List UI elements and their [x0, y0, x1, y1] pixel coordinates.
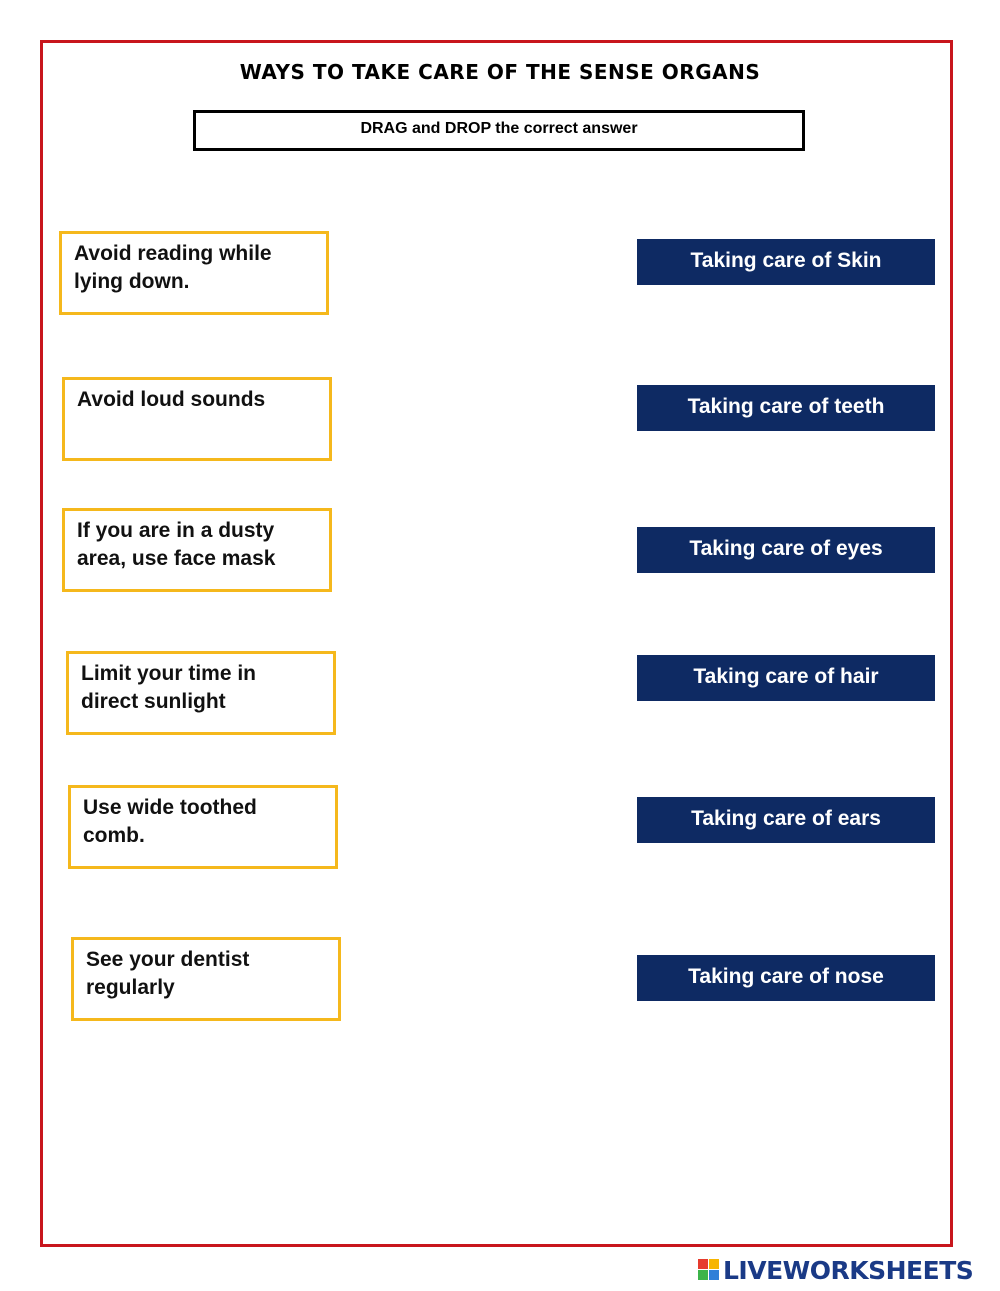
- drop-target-eyes[interactable]: Taking care of eyes: [637, 527, 935, 573]
- drag-card-text: See your dentist regularly: [86, 948, 250, 999]
- instruction-box: DRAG and DROP the correct answer: [193, 110, 805, 151]
- drag-card[interactable]: [71, 937, 341, 1021]
- brand-text: LIVEWORKSHEETS: [723, 1255, 974, 1285]
- drag-card-text: Use wide toothed comb.: [83, 796, 257, 847]
- drag-card[interactable]: [62, 377, 332, 461]
- page-title: WAYS TO TAKE CARE OF THE SENSE ORGANS: [239, 60, 761, 84]
- drag-card-text: Avoid loud sounds: [77, 388, 266, 411]
- drop-target-skin[interactable]: Taking care of Skin: [637, 239, 935, 285]
- drag-card[interactable]: [66, 651, 336, 735]
- drop-target-hair[interactable]: Taking care of hair: [637, 655, 935, 701]
- liveworksheets-logo: [698, 1256, 973, 1284]
- drag-card-text: Limit your time in direct sunlight: [81, 662, 257, 713]
- drag-card[interactable]: [59, 231, 329, 315]
- drop-target-ears[interactable]: Taking care of ears: [637, 797, 935, 843]
- drag-card[interactable]: [68, 785, 338, 869]
- drag-card-text: Avoid reading while lying down.: [74, 242, 272, 293]
- drag-card[interactable]: [62, 508, 332, 592]
- drop-target-nose[interactable]: Taking care of nose: [637, 955, 935, 1001]
- worksheet-frame: [40, 40, 953, 1247]
- liveworksheets-logo-icon: [698, 1259, 720, 1281]
- drag-card-text: If you are in a dusty area, use face mask: [77, 519, 276, 570]
- drop-target-teeth[interactable]: Taking care of teeth: [637, 385, 935, 431]
